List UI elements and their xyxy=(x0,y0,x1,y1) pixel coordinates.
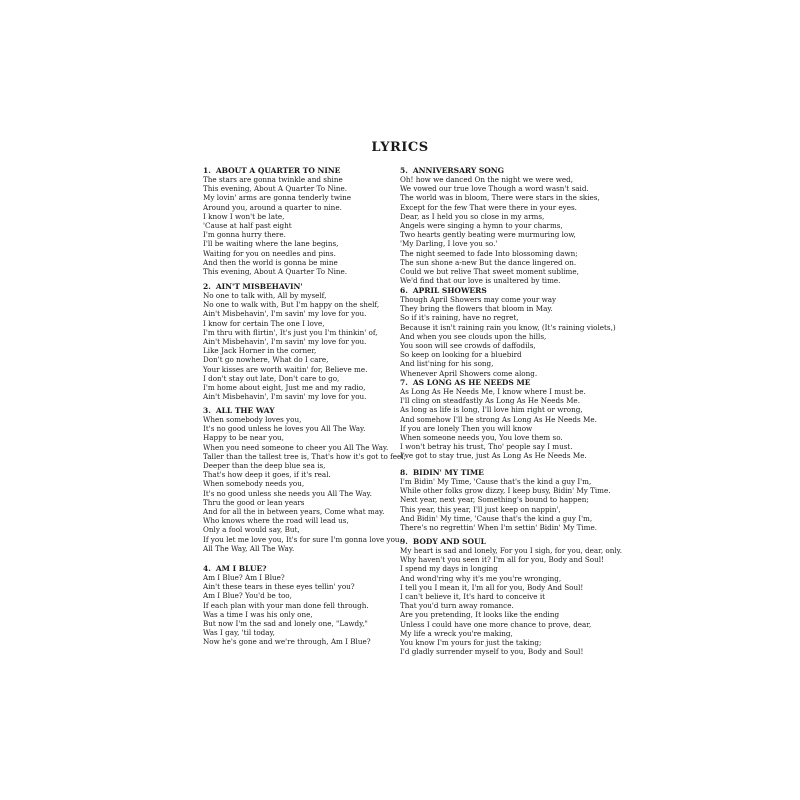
song-lyrics xyxy=(203,175,418,276)
song-all-the-way xyxy=(203,406,418,553)
song-number: 3. xyxy=(203,406,211,415)
lyric-line: We'd find that our love is unaltered by time. xyxy=(400,276,561,286)
lyric-line: Around you, around a quarter to nine. xyxy=(203,202,342,212)
lyric-line: Am I Blue? You'd be too, xyxy=(203,591,292,601)
song-lyrics xyxy=(400,295,615,378)
lyric-line: And wond'ring why it's me you're wronging, xyxy=(400,573,562,583)
lyric-line: This year, this year, I'll just keep on nappin', xyxy=(400,504,561,514)
lyric-line: Unless I could have one more chance to prove, dear, xyxy=(400,619,592,629)
lyric-line: 'Cause at half past eight xyxy=(203,221,292,231)
song-lyrics xyxy=(400,387,615,461)
song-title xyxy=(400,286,615,295)
lyric-line: I'm Bidin' My Time, 'Cause that's the kind a guy I'm, xyxy=(400,477,592,486)
song-about-a-quarter-to-nine xyxy=(203,166,418,276)
lyric-line: I won't betray his trust, Tho' people say I must. xyxy=(400,442,573,452)
lyric-line: And Bidin' My time, 'Cause that's the kind a guy I'm, xyxy=(400,513,593,523)
lyric-line: Who knows where the road will lead us, xyxy=(203,516,349,526)
song-number: 2. xyxy=(203,282,211,291)
lyric-line: Taller than the tallest tree is, That's how it's got to feel; xyxy=(203,451,406,461)
lyric-line: That's how deep it goes, if it's real. xyxy=(203,470,331,480)
lyric-line: Angels were singing a hymn to your charms, xyxy=(400,221,563,231)
song-name: AS LONG AS HE NEEDS ME xyxy=(412,378,531,387)
lyric-line: Am I Blue? Am I Blue? xyxy=(203,573,285,582)
lyric-line: The world was in bloom, There were stars in the skies, xyxy=(400,193,600,203)
song-lyrics xyxy=(203,573,418,647)
song-number: 9. xyxy=(400,537,408,546)
lyric-line: When you need someone to cheer you All The Way. xyxy=(203,442,389,452)
lyric-line: The sun shone a-new But the dance lingered on. xyxy=(400,257,577,267)
lyric-line: So keep on looking for a bluebird xyxy=(400,350,522,360)
lyric-line: Thru the good or lean years xyxy=(203,497,305,507)
lyric-line: I'm thru with flirtin', It's just you I'm thinkin' of, xyxy=(203,327,378,337)
lyric-line: I'd gladly surrender myself to you, Body and Soul! xyxy=(400,647,584,657)
lyric-line: This evening, About A Quarter To Nine. xyxy=(203,184,348,194)
lyric-line: Could we but relive That sweet moment sublime, xyxy=(400,267,579,277)
lyric-line: I spend my days in longing xyxy=(400,564,498,574)
lyric-line: I can't believe it, It's hard to conceive it xyxy=(400,592,546,602)
song-title xyxy=(203,282,418,291)
lyric-line: I tell you I mean it, I'm all for you, Body And Soul! xyxy=(400,582,584,592)
lyric-line: If each plan with your man done fell through. xyxy=(203,600,369,610)
song-number: 6. xyxy=(400,286,408,295)
lyric-line: But now I'm the sad and lonely one, "Lawdy," xyxy=(203,619,368,629)
song-number: 1. xyxy=(203,166,211,175)
lyric-line: 'My Darling, I love you so.' xyxy=(400,239,498,249)
song-lyrics xyxy=(400,477,615,532)
lyric-line: I'll be waiting where the lane begins, xyxy=(203,239,339,249)
page-title: LYRICS xyxy=(371,140,429,155)
lyric-line: That you'd turn away romance. xyxy=(400,601,514,611)
song-body-and-soul xyxy=(400,537,623,657)
lyric-line: All The Way, All The Way. xyxy=(203,543,295,553)
song-title xyxy=(400,166,615,175)
lyric-line: Ain't Misbehavin', I'm savin' my love for you. xyxy=(203,392,367,402)
lyric-line: I'm home about eight, Just me and my radio, xyxy=(203,383,366,393)
song-anniversary-song xyxy=(400,166,615,285)
lyric-line: No one to walk with, But I'm happy on the shelf, xyxy=(203,300,380,310)
song-title xyxy=(203,406,418,415)
song-name: AM I BLUE? xyxy=(215,564,267,573)
lyric-line: Deeper than the deep blue sea is, xyxy=(203,461,326,471)
song-name: BIDIN' MY TIME xyxy=(412,468,484,477)
lyric-line: And for all the in between years, Come what may. xyxy=(203,507,385,517)
song-number: 4. xyxy=(203,564,211,573)
lyric-line: I know for certain The one I love, xyxy=(203,318,325,328)
song-name: BODY AND SOUL xyxy=(412,537,486,546)
lyric-line: Dear, as I held you so close in my arms, xyxy=(400,211,545,221)
lyric-line: When somebody loves you, xyxy=(203,415,302,424)
lyric-line: Was a time I was his only one, xyxy=(203,609,313,619)
lyric-line: Like Jack Horner in the corner, xyxy=(203,346,317,356)
lyric-line: Why haven't you seen it? I'm all for you, Body and Soul! xyxy=(400,555,604,565)
lyric-line: And when you see clouds upon the hills, xyxy=(400,331,547,341)
song-aint-misbehavin xyxy=(203,282,418,401)
lyric-line: I've got to stay true, just As Long As He Needs Me. xyxy=(400,451,587,461)
lyric-line: As Long As He Needs Me, I know where I must be. xyxy=(400,387,586,396)
lyric-line: And somehow I'll be strong As Long As He Needs Me. xyxy=(400,414,597,424)
song-number: 7. xyxy=(400,378,408,387)
song-lyrics xyxy=(203,415,418,553)
lyric-line: When somebody needs you, xyxy=(203,479,305,489)
lyric-line: Was I gay, 'til today, xyxy=(203,628,275,638)
lyric-line: Don't go nowhere, What do I care, xyxy=(203,355,329,365)
lyric-line: Happy to be near you, xyxy=(203,433,284,443)
lyric-line: I know I won't be late, xyxy=(203,211,285,221)
lyric-line: Are you pretending, It looks like the ending xyxy=(400,610,560,620)
lyric-line: The stars are gonna twinkle and shine xyxy=(203,175,343,184)
lyric-line: The night seemed to fade Into blossoming dawn; xyxy=(400,248,578,258)
lyric-line: Your kisses are worth waitin' for, Believe me. xyxy=(203,364,368,374)
lyric-line: If you let me love you, It's for sure I'm gonna love you, xyxy=(203,534,402,544)
lyric-line: Though April Showers may come your way xyxy=(400,295,557,304)
song-bidin-my-time xyxy=(400,468,615,532)
lyric-line: My lovin' arms are gonna tenderly twine xyxy=(203,193,352,203)
lyric-line: Now he's gone and we're through, Am I Blue? xyxy=(203,637,371,647)
lyric-line: While other folks grow dizzy, I keep busy, Bidin' My Time. xyxy=(400,486,611,496)
lyric-line: You soon will see crowds of daffodils, xyxy=(400,341,536,351)
song-title xyxy=(203,564,418,573)
song-lyrics xyxy=(400,175,615,285)
lyric-line: It's no good unless she needs you All The Way. xyxy=(203,488,372,498)
lyric-line: When someone needs you, You love them so. xyxy=(400,433,563,443)
lyric-line: Ain't Misbehavin', I'm savin' my love for you. xyxy=(203,309,367,319)
song-as-long-as-he-needs-me xyxy=(400,378,615,461)
lyric-line: Except for the few That were there in your eyes. xyxy=(400,202,577,212)
lyric-line: My heart is sad and lonely, For you I sigh, for you, dear, only. xyxy=(400,546,623,555)
lyric-line: As long as life is long, I'll love him right or wrong, xyxy=(400,405,583,415)
lyric-line: This evening, About A Quarter To Nine. xyxy=(203,267,348,277)
lyric-line: Oh! how we danced On the night we were wed, xyxy=(400,175,574,184)
lyric-line: You know I'm yours for just the taking; xyxy=(400,638,542,648)
lyric-line: And list'ning for his song, xyxy=(400,359,494,369)
lyric-line: Only a fool would say, But, xyxy=(203,525,300,535)
lyric-line: I don't stay out late, Don't care to go, xyxy=(203,373,340,383)
song-lyrics xyxy=(203,291,418,401)
lyric-line: Because it isn't raining rain you know, (It's raining violets,) xyxy=(400,322,616,332)
song-number: 5. xyxy=(400,166,408,175)
lyric-line: We vowed our true love Though a word wasn't said. xyxy=(400,184,589,194)
song-number: 8. xyxy=(400,468,408,477)
lyric-line: Whenever April Showers come along. xyxy=(400,368,538,378)
lyric-line: There's no regrettin' When I'm settin' Bidin' My Time. xyxy=(400,523,598,533)
song-name: ABOUT A QUARTER TO NINE xyxy=(215,166,341,175)
song-title xyxy=(203,166,418,175)
lyric-line: They bring the flowers that bloom in May. xyxy=(400,304,553,314)
lyric-line: No one to talk with, All by myself, xyxy=(203,291,327,300)
song-name: ALL THE WAY xyxy=(215,406,275,415)
lyric-line: My life a wreck you're making, xyxy=(400,628,513,638)
song-title xyxy=(400,468,615,477)
song-title xyxy=(400,378,615,387)
lyric-line: If you are lonely Then you will know xyxy=(400,423,533,433)
lyric-line: I'll cling on steadfastly As Long As He Needs Me. xyxy=(400,396,580,406)
lyric-line: Ain't Misbehavin', I'm savin' my love for you. xyxy=(203,337,367,347)
lyric-line: So if it's raining, have no regret, xyxy=(400,313,519,323)
lyric-line: It's no good unless he loves you All The Way. xyxy=(203,424,366,434)
song-title xyxy=(400,537,615,546)
lyric-line: Two hearts gently beating were murmuring low, xyxy=(400,230,576,240)
song-april-showers xyxy=(400,286,615,378)
song-name: APRIL SHOWERS xyxy=(412,286,487,295)
song-name: AIN'T MISBEHAVIN' xyxy=(215,282,303,291)
lyric-line: Next year, next year, Something's bound to happen; xyxy=(400,495,589,505)
song-am-i-blue xyxy=(203,564,418,647)
lyric-line: Waiting for you on needles and pins. xyxy=(203,248,336,258)
song-lyrics xyxy=(400,546,623,657)
lyric-line: Ain't these tears in these eyes tellin' you? xyxy=(203,582,355,592)
song-name: ANNIVERSARY SONG xyxy=(412,166,505,175)
lyric-line: I'm gonna hurry there. xyxy=(203,230,286,240)
lyric-line: And then the world is gonna be mine xyxy=(203,257,338,267)
